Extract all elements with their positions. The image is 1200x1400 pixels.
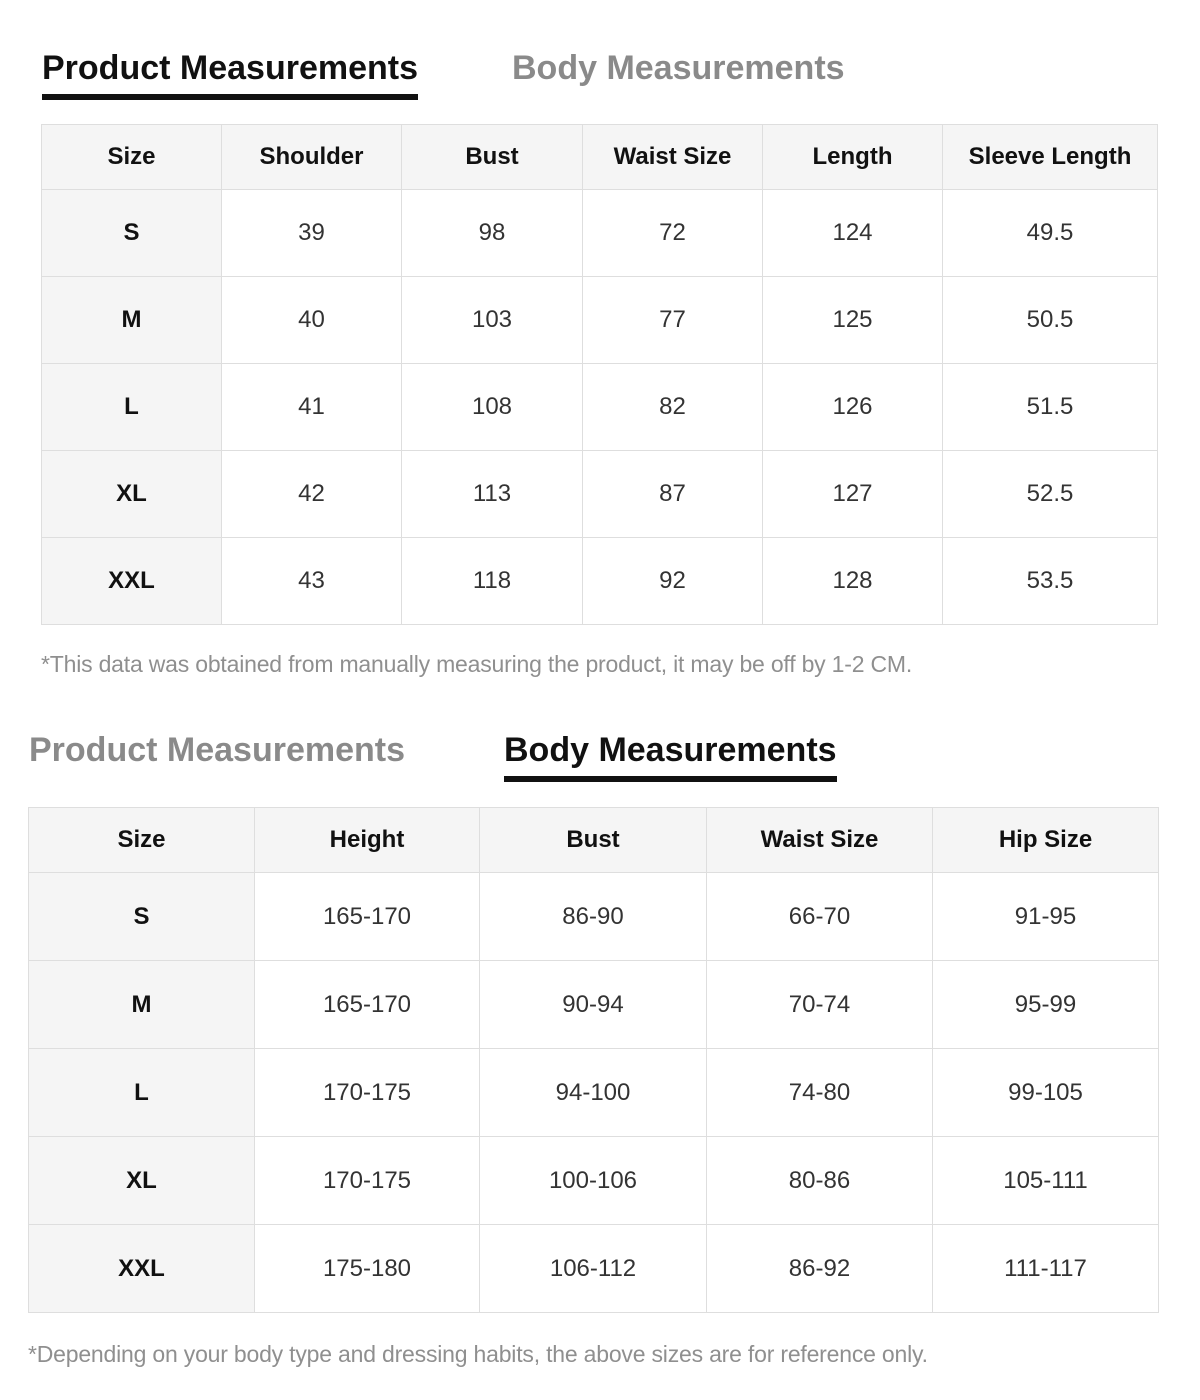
size-label-cell: S	[29, 873, 255, 961]
measurement-cell: 99-105	[933, 1049, 1159, 1137]
column-header: Hip Size	[933, 808, 1159, 873]
table-row	[29, 961, 1159, 1049]
measurement-cell: 170-175	[255, 1049, 480, 1137]
measurement-cell: 43	[222, 538, 402, 625]
size-label-cell: M	[29, 961, 255, 1049]
measurement-cell: 90-94	[480, 961, 707, 1049]
measurement-cell: 127	[763, 451, 943, 538]
measurement-cell: 82	[583, 364, 763, 451]
column-header: Bust	[480, 808, 707, 873]
measurement-cell: 92	[583, 538, 763, 625]
product-measurement-note: *This data was obtained from manually measuring the product, it may be off by 1-2 CM.	[41, 651, 913, 677]
table-row	[42, 277, 1158, 364]
body-measurements-section	[0, 700, 1200, 1400]
measurement-cell: 126	[763, 364, 943, 451]
measurement-cell: 170-175	[255, 1137, 480, 1225]
measurement-cell: 80-86	[707, 1137, 933, 1225]
size-label-cell: L	[29, 1049, 255, 1137]
column-header: Bust	[402, 125, 583, 190]
measurement-cell: 74-80	[707, 1049, 933, 1137]
measurement-cell: 106-112	[480, 1225, 707, 1313]
measurement-cell: 49.5	[943, 190, 1158, 277]
measurement-cell: 53.5	[943, 538, 1158, 625]
measurement-cell: 113	[402, 451, 583, 538]
table-row	[42, 451, 1158, 538]
measurement-cell: 111-117	[933, 1225, 1159, 1313]
size-label-cell: XXL	[42, 538, 222, 625]
column-header: Length	[763, 125, 943, 190]
size-label-cell: XL	[42, 451, 222, 538]
size-label-cell: M	[42, 277, 222, 364]
body-size-table	[28, 807, 1159, 1313]
table-row	[29, 873, 1159, 961]
column-header: Waist Size	[707, 808, 933, 873]
measurement-cell: 105-111	[933, 1137, 1159, 1225]
measurement-cell: 51.5	[943, 364, 1158, 451]
product-size-table	[41, 124, 1158, 625]
table-row	[29, 1137, 1159, 1225]
body-measurement-note: *Depending on your body type and dressing habits, the above sizes are for reference only.	[28, 1341, 928, 1367]
size-label-cell: L	[42, 364, 222, 451]
table-header-row	[29, 808, 1159, 873]
column-header: Height	[255, 808, 480, 873]
measurement-cell: 41	[222, 364, 402, 451]
measurement-cell: 91-95	[933, 873, 1159, 961]
tab-body-measurements[interactable]: Body Measurements	[504, 731, 837, 769]
measurement-cell: 86-92	[707, 1225, 933, 1313]
measurement-cell: 52.5	[943, 451, 1158, 538]
column-header: Size	[29, 808, 255, 873]
column-header: Sleeve Length	[943, 125, 1158, 190]
measurement-cell: 94-100	[480, 1049, 707, 1137]
column-header: Shoulder	[222, 125, 402, 190]
measurement-cell: 72	[583, 190, 763, 277]
table-row	[29, 1225, 1159, 1313]
measurement-cell: 124	[763, 190, 943, 277]
measurement-cell: 95-99	[933, 961, 1159, 1049]
measurement-cell: 70-74	[707, 961, 933, 1049]
measurement-cell: 87	[583, 451, 763, 538]
table-row	[42, 538, 1158, 625]
measurement-cell: 125	[763, 277, 943, 364]
column-header: Waist Size	[583, 125, 763, 190]
measurement-tabs	[0, 48, 1200, 108]
measurement-cell: 42	[222, 451, 402, 538]
table-header-row	[42, 125, 1158, 190]
measurement-cell: 66-70	[707, 873, 933, 961]
measurement-cell: 175-180	[255, 1225, 480, 1313]
size-label-cell: S	[42, 190, 222, 277]
column-header: Size	[42, 125, 222, 190]
measurement-tabs	[0, 730, 1200, 790]
tab-product-measurements[interactable]: Product Measurements	[29, 731, 405, 769]
measurement-cell: 118	[402, 538, 583, 625]
measurement-cell: 50.5	[943, 277, 1158, 364]
table-row	[29, 1049, 1159, 1137]
tab-product-measurements[interactable]: Product Measurements	[42, 49, 418, 87]
measurement-cell: 100-106	[480, 1137, 707, 1225]
measurement-cell: 108	[402, 364, 583, 451]
table-row	[42, 190, 1158, 277]
size-label-cell: XXL	[29, 1225, 255, 1313]
measurement-cell: 165-170	[255, 961, 480, 1049]
size-label-cell: XL	[29, 1137, 255, 1225]
measurement-cell: 86-90	[480, 873, 707, 961]
measurement-cell: 39	[222, 190, 402, 277]
measurement-cell: 103	[402, 277, 583, 364]
tab-body-measurements[interactable]: Body Measurements	[512, 49, 845, 87]
table-row	[42, 364, 1158, 451]
measurement-cell: 165-170	[255, 873, 480, 961]
measurement-cell: 40	[222, 277, 402, 364]
measurement-cell: 77	[583, 277, 763, 364]
measurement-cell: 98	[402, 190, 583, 277]
measurement-cell: 128	[763, 538, 943, 625]
